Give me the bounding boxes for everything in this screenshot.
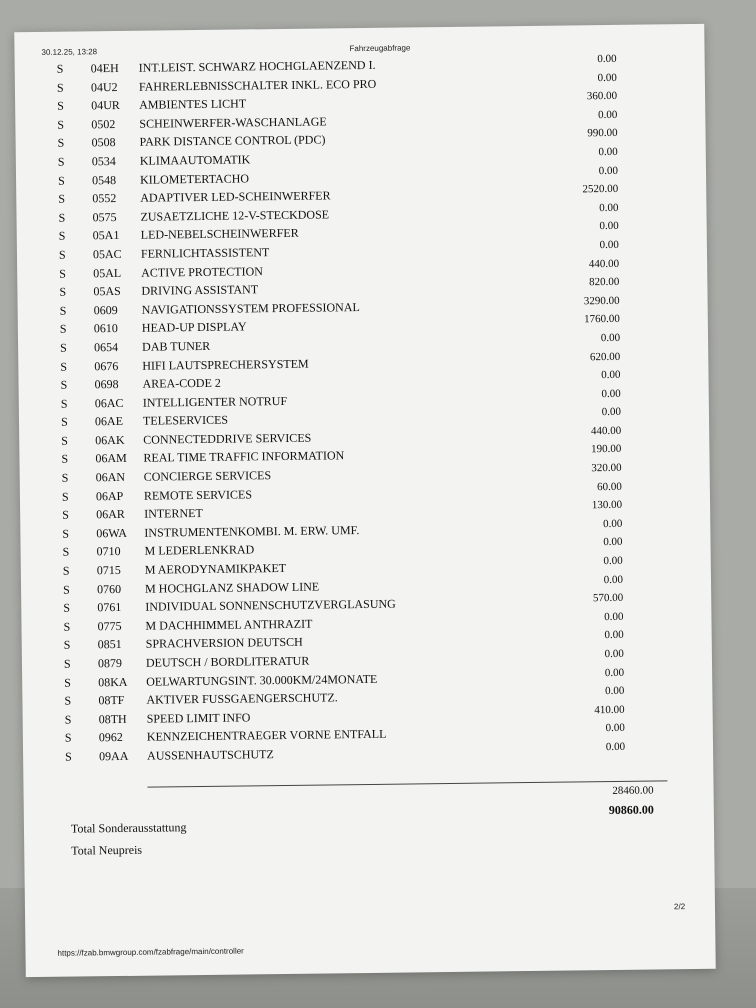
status-flag: S <box>56 80 64 95</box>
option-code: 0775 <box>97 618 122 634</box>
status-flag: S <box>63 638 71 653</box>
option-description: INTERNET <box>144 506 203 521</box>
status-flag: S <box>57 117 65 132</box>
option-price: 3290.00 <box>583 294 620 308</box>
status-flag: S <box>63 619 71 634</box>
option-description: ACTIVE PROTECTION <box>141 263 263 280</box>
status-flag: S <box>61 489 69 504</box>
option-description: KENNZEICHENTRAEGER VORNE ENTFALL <box>146 727 387 745</box>
option-code: 06AP <box>95 488 124 503</box>
option-description: REMOTE SERVICES <box>143 487 253 503</box>
option-code: 05AL <box>93 265 122 280</box>
option-price: 0.00 <box>602 517 623 530</box>
option-price: 0.00 <box>599 201 619 214</box>
option-code: 0760 <box>96 581 122 596</box>
option-code: 0698 <box>94 377 119 392</box>
option-description: M AERODYNAMIKPAKET <box>144 561 287 577</box>
option-price: 410.00 <box>594 703 625 716</box>
option-code: 0962 <box>98 730 123 745</box>
option-code: 04EH <box>90 60 119 76</box>
option-description: M LEDERLENKRAD <box>144 542 255 559</box>
status-flag: S <box>64 675 71 690</box>
option-description: OELWARTUNGSINT. 30.000KM/24MONATE <box>146 671 378 689</box>
status-flag: S <box>64 693 72 708</box>
option-price: 0.00 <box>598 145 618 159</box>
status-flag: S <box>57 98 64 113</box>
status-flag: S <box>57 136 65 151</box>
option-price: 0.00 <box>601 387 621 400</box>
option-code: 0676 <box>94 358 119 373</box>
option-price: 0.00 <box>605 685 625 698</box>
option-code: 05A1 <box>92 228 120 243</box>
status-flag: S <box>59 284 67 299</box>
status-flag: S <box>60 396 68 411</box>
status-flag: S <box>60 359 68 374</box>
option-description: SCHEINWERFER-WASCHANLAGE <box>139 114 327 131</box>
option-description: PARK DISTANCE CONTROL (PDC) <box>139 132 326 150</box>
status-flag: S <box>61 452 69 467</box>
option-code: 04U2 <box>90 79 118 94</box>
footer-url: https://fzab.bmwgroup.com/fzabfrage/main/controller <box>57 946 244 958</box>
option-code: 05AC <box>92 246 122 262</box>
option-description: FAHRERLEBNISSCHALTER INKL. ECO PRO <box>138 76 377 94</box>
option-price: 440.00 <box>588 257 620 270</box>
option-price: 0.00 <box>600 331 621 345</box>
option-price: 0.00 <box>603 536 623 549</box>
option-price: 0.00 <box>599 220 619 233</box>
printed-page <box>14 24 715 977</box>
option-description: INTELLIGENTER NOTRUF <box>142 393 288 410</box>
status-flag: S <box>61 470 69 485</box>
option-code: 06AM <box>95 451 127 466</box>
status-flag: S <box>59 266 66 281</box>
status-flag: S <box>62 526 70 541</box>
option-description: AUSSENHAUTSCHUTZ <box>147 747 274 763</box>
option-description: CONCIERGE SERVICES <box>143 468 272 484</box>
total-neupreis-value: 90860.00 <box>608 802 654 818</box>
option-price: 440.00 <box>590 424 622 438</box>
option-code: 05AS <box>93 284 121 299</box>
status-flag: S <box>59 303 67 318</box>
status-flag: S <box>58 210 66 225</box>
option-code: 06AK <box>95 432 125 448</box>
option-price: 0.00 <box>605 722 625 735</box>
option-code: 0715 <box>96 563 121 578</box>
option-price: 990.00 <box>587 127 618 140</box>
option-price: 0.00 <box>598 164 619 177</box>
status-flag: S <box>60 340 67 355</box>
option-code: 06WA <box>96 525 128 541</box>
option-description: KLIMAAUTOMATIK <box>139 152 251 168</box>
option-description: REAL TIME TRAFFIC INFORMATION <box>143 448 345 466</box>
option-price: 190.00 <box>591 443 622 456</box>
option-price: 0.00 <box>605 740 626 754</box>
total-divider <box>147 780 667 787</box>
option-price: 620.00 <box>589 350 621 363</box>
option-price: 570.00 <box>592 592 624 605</box>
status-flag: S <box>56 61 64 76</box>
option-price: 0.00 <box>604 610 624 623</box>
option-description: AKTIVER FUSSGAENGERSCHUTZ. <box>146 690 338 707</box>
option-description: DRIVING ASSISTANT <box>141 282 259 298</box>
status-flag: S <box>60 377 68 392</box>
total-neupreis-label: Total Neupreis <box>71 842 143 858</box>
status-flag: S <box>63 600 71 615</box>
option-description: LED-NEBELSCHEINWERFER <box>140 226 299 243</box>
option-code: 0575 <box>92 209 117 225</box>
status-flag: S <box>58 228 66 244</box>
option-price: 0.00 <box>599 238 619 252</box>
option-description: DEUTSCH / BORDLITERATUR <box>145 653 310 670</box>
option-code: 0552 <box>92 191 117 206</box>
status-flag: S <box>64 730 72 746</box>
option-description: AREA-CODE 2 <box>142 375 221 391</box>
status-flag: S <box>57 154 65 169</box>
status-flag: S <box>62 563 70 578</box>
status-flag: S <box>58 247 66 262</box>
option-code: 0879 <box>97 655 123 671</box>
option-price: 0.00 <box>604 666 625 679</box>
option-price: 360.00 <box>586 90 618 103</box>
option-description: ZUSAETZLICHE 12-V-STECKDOSE <box>140 207 330 224</box>
option-description: KILOMETERTACHO <box>139 170 250 187</box>
status-flag: S <box>60 414 68 429</box>
option-code: 0710 <box>96 544 121 559</box>
option-code: 08KA <box>98 674 128 689</box>
option-description: SPRACHVERSION DEUTSCH <box>145 635 303 652</box>
option-price: 2520.00 <box>582 183 619 196</box>
page-title: Fahrzeugabfrage <box>349 43 411 54</box>
option-code: 0534 <box>91 153 116 169</box>
option-code: 0761 <box>97 600 122 615</box>
option-code: 0502 <box>91 116 116 132</box>
option-description: INT.LEIST. SCHWARZ HOCHGLAENZEND I. <box>138 57 376 75</box>
option-description: SPEED LIMIT INFO <box>146 710 251 726</box>
option-price: 0.00 <box>597 52 617 66</box>
option-price: 0.00 <box>603 554 623 568</box>
option-description: AMBIENTES LICHT <box>139 96 247 112</box>
option-code: 06AN <box>95 469 126 485</box>
option-description: HEAD-UP DISPLAY <box>141 319 247 336</box>
option-price: 0.00 <box>597 108 618 121</box>
option-code: 0851 <box>97 637 122 652</box>
total-sonderausstattung-value: 28460.00 <box>612 784 654 797</box>
option-price: 0.00 <box>604 629 624 642</box>
page-number: 2/2 <box>673 902 686 912</box>
option-code: 06AC <box>94 395 124 410</box>
option-description: DAB TUNER <box>142 338 211 354</box>
status-flag: S <box>64 712 72 727</box>
status-flag: S <box>62 545 70 560</box>
option-code: 0609 <box>93 302 118 318</box>
option-price: 130.00 <box>591 499 623 512</box>
option-price: 0.00 <box>601 368 621 382</box>
equipment-list <box>15 54 714 769</box>
option-price: 0.00 <box>603 573 624 586</box>
option-description: ADAPTIVER LED-SCHEINWERFER <box>140 188 331 205</box>
option-description: CONNECTEDDRIVE SERVICES <box>143 430 312 447</box>
option-description: FERNLICHTASSISTENT <box>140 245 270 261</box>
option-code: 0508 <box>91 135 116 150</box>
option-description: INSTRUMENTENKOMBI. M. ERW. UMF. <box>144 522 360 540</box>
option-code: 0610 <box>93 321 118 336</box>
status-flag: S <box>57 173 65 188</box>
total-sonderausstattung-label: Total Sonderausstattung <box>70 820 187 836</box>
option-code: 09AA <box>99 748 129 764</box>
status-flag: S <box>59 321 67 337</box>
option-price: 0.00 <box>597 71 617 84</box>
option-price: 0.00 <box>601 406 622 419</box>
option-code: 0548 <box>91 172 117 187</box>
status-flag: S <box>63 656 71 671</box>
option-price: 60.00 <box>597 480 622 493</box>
option-price: 0.00 <box>604 647 624 661</box>
option-description: M HOCHGLANZ SHADOW LINE <box>144 579 320 596</box>
status-flag: S <box>61 433 69 448</box>
print-date: 30.12.25, 13:28 <box>41 47 98 57</box>
option-code: 0654 <box>94 339 119 355</box>
option-description: TELESERVICES <box>142 412 229 428</box>
status-flag: S <box>62 507 69 522</box>
option-code: 08TF <box>98 693 125 708</box>
option-price: 820.00 <box>589 276 620 289</box>
option-price: 320.00 <box>591 461 622 475</box>
status-flag: S <box>62 582 70 597</box>
option-code: 04UR <box>91 98 120 113</box>
option-code: 06AE <box>94 414 124 429</box>
option-description: HIFI LAUTSPRECHERSYSTEM <box>142 356 309 373</box>
option-code: 08TH <box>98 711 127 727</box>
option-description: INDIVIDUAL SONNENSCHUTZVERGLASUNG <box>145 596 396 614</box>
option-price: 1760.00 <box>583 313 620 326</box>
status-flag: S <box>58 191 66 206</box>
status-flag: S <box>65 749 72 764</box>
option-description: NAVIGATIONSSYSTEM PROFESSIONAL <box>141 299 360 317</box>
option-description: M DACHHIMMEL ANTHRAZIT <box>145 616 313 633</box>
option-code: 06AR <box>96 507 125 522</box>
